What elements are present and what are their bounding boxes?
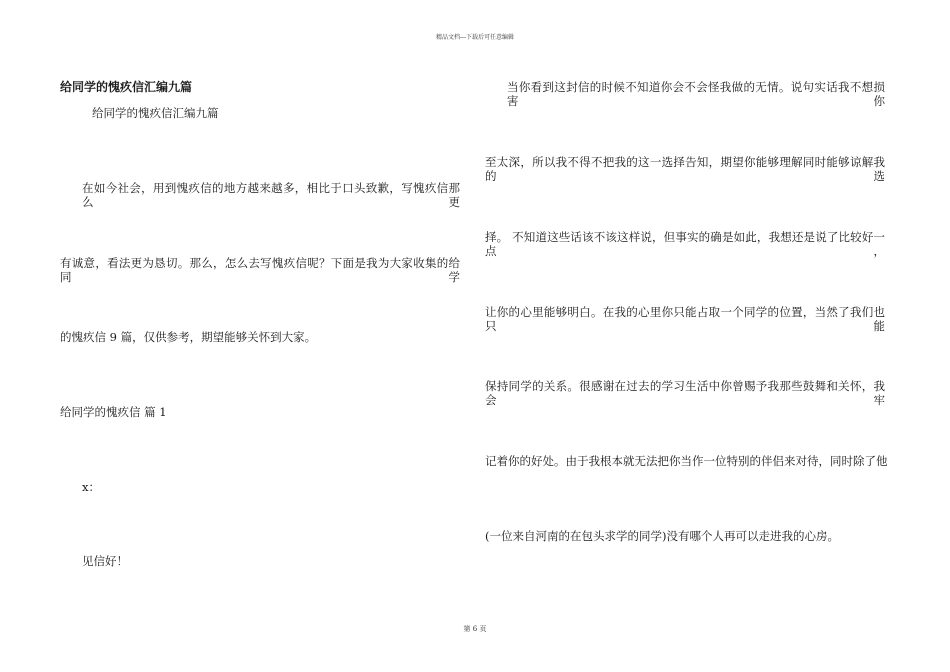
- letter-body-line: 当你看到这封信的时候不知道你会不会怪我做的无情。说句实话我不想损害你: [507, 80, 885, 108]
- page-header: 精品文档---下载后可任意编辑: [435, 34, 515, 41]
- letter-body-line: (一位来自河南的在包头求学的同学)没有哪个人再可以走进我的心房。: [485, 529, 839, 543]
- letter-body-line: 让你的心里能够明白。在我的心里你只能占取一个同学的位置，当然了我们也只能: [485, 305, 885, 333]
- page-number: 第 6 页: [463, 625, 487, 633]
- document-subtitle: 给同学的愧疚信汇编九篇: [92, 106, 219, 120]
- document-title: 给同学的愧疚信汇编九篇: [60, 80, 193, 94]
- intro-paragraph-line: 有诚意，看法更为恳切。那么，怎么去写愧疚信呢？下面是我为大家收集的给同学: [60, 256, 460, 284]
- letter-greeting: 见信好！: [82, 554, 128, 568]
- letter-body-line: 择。 不知道这些话该不该这样说，但事实的确是如此，我想还是说了比较好一点，: [485, 230, 885, 258]
- intro-paragraph-line: 在如今社会，用到愧疚信的地方越来越多，相比于口头致歉，写愧疚信那么更: [82, 181, 460, 209]
- intro-paragraph-line: 的愧疚信 9 篇，仅供参考，期望能够关怀到大家。: [60, 330, 317, 344]
- letter-body-line: 保持同学的关系。很感谢在过去的学习生活中你曾赐予我那些鼓舞和关怀，我会牢: [485, 379, 885, 407]
- letter-body-line: 记着你的好处。由于我根本就无法把你当作一位特别的伴侣来对待，同时除了他: [485, 454, 888, 468]
- letter-salutation: x：: [82, 480, 100, 494]
- section-heading: 给同学的愧疚信 篇 1: [60, 405, 167, 419]
- letter-body-line: 至太深，所以我不得不把我的这一选择告知，期望你能够理解同时能够谅解我的选: [485, 155, 885, 183]
